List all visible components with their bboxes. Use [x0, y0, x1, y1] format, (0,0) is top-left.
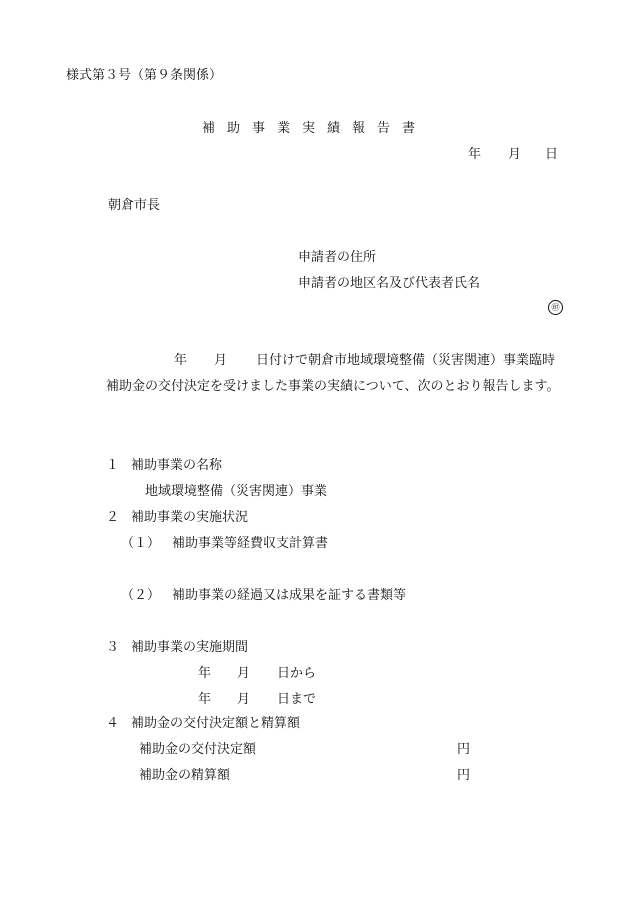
section-3-label: 補助事業の実施期間: [131, 640, 249, 655]
project-name: 地域環境整備（災害関連）事業: [145, 484, 328, 499]
section-2-number: ２: [106, 510, 120, 525]
period-from-day: 日から: [277, 666, 317, 681]
body-year: 年: [174, 353, 188, 368]
body-line2: 補助金の交付決定を受けました事業の実績について、次のとおり報告します。: [106, 379, 560, 394]
section-4-number: ４: [106, 716, 120, 731]
settled-amount-unit: 円: [457, 768, 471, 783]
section-2-sub1-label: 補助事業等経費収支計算書: [172, 536, 329, 551]
period-to-day: 日まで: [277, 692, 317, 707]
section-4-label: 補助金の交付決定額と精算額: [131, 716, 301, 731]
document-title: 補助事業実績報告書: [202, 121, 428, 136]
settled-amount-label: 補助金の精算額: [139, 768, 231, 783]
section-2-sub1-number: （１）: [121, 536, 161, 551]
decided-amount-label: 補助金の交付決定額: [139, 742, 257, 757]
section-1-number: １: [106, 458, 120, 473]
period-to-month: 月: [237, 692, 251, 707]
applicant-address-label: 申請者の住所: [298, 250, 377, 265]
date-day: 日: [545, 147, 559, 162]
seal-mark: ㊞: [548, 300, 563, 315]
date-year: 年: [468, 147, 482, 162]
period-from-year: 年: [198, 666, 212, 681]
section-1-label: 補助事業の名称: [131, 458, 223, 473]
decided-amount-unit: 円: [457, 742, 471, 757]
body-month: 月: [214, 353, 228, 368]
body-line1: 日付けで朝倉市地域環境整備（災害関連）事業臨時: [256, 353, 556, 368]
section-2-label: 補助事業の実施状況: [131, 510, 249, 525]
applicant-name-label: 申請者の地区名及び代表者氏名: [298, 276, 481, 291]
section-2-sub2-number: （２）: [121, 588, 161, 603]
date-month: 月: [508, 147, 522, 162]
section-3-number: ３: [106, 640, 120, 655]
period-from-month: 月: [237, 666, 251, 681]
addressee: 朝倉市長: [108, 198, 161, 213]
form-number: 様式第３号（第９条関係）: [66, 68, 223, 83]
period-to-year: 年: [198, 692, 212, 707]
section-2-sub2-label: 補助事業の経過又は成果を証する書類等: [172, 588, 407, 603]
